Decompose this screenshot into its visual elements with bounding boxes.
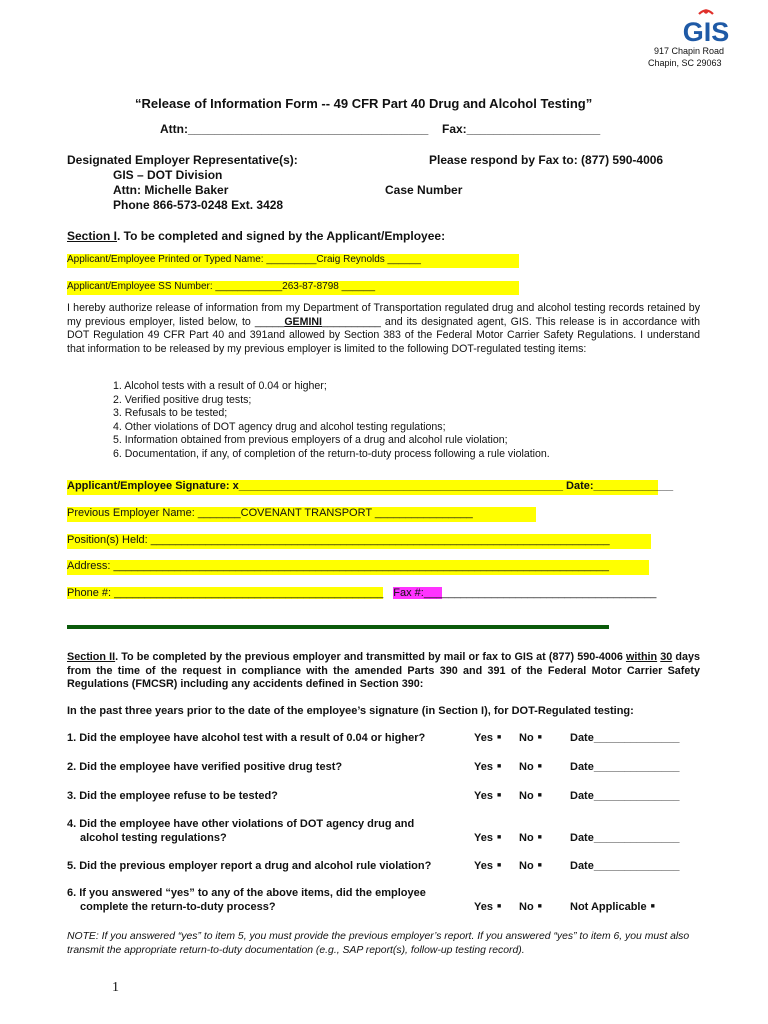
section1-heading-text: . To be completed and signed by the Applicant/Employee: bbox=[117, 229, 446, 243]
section2-label: Section II bbox=[67, 651, 116, 663]
authorization-text-a: I hereby authorize release of information from my Department of Transportation regulated drug and alcohol testing records retained by my previous employer, listed below, to _____ bbox=[67, 302, 700, 328]
checkbox-icon: ■ bbox=[496, 862, 502, 869]
signature-field[interactable] bbox=[67, 480, 674, 495]
address-text: Address: _________________________________________________________________________________ bbox=[67, 560, 609, 572]
no-option[interactable]: No ■ bbox=[519, 761, 542, 773]
gis-logo bbox=[677, 8, 735, 44]
no-option[interactable]: No ■ bbox=[519, 860, 542, 872]
applicant-name-text: Applicant/Employee Printed or Typed Name: _________Craig Reynolds ______ bbox=[67, 254, 421, 265]
checkbox-icon: ■ bbox=[537, 903, 542, 910]
applicant-ss-text: Applicant/Employee SS Number: ____________263-87-8798 ______ bbox=[67, 281, 376, 292]
question-text-cont: alcohol testing regulations? bbox=[80, 832, 227, 844]
fax-field[interactable]: Fax:____________________ bbox=[442, 122, 601, 136]
der-line-3: Phone 866-573-0248 Ext. 3428 bbox=[113, 198, 284, 212]
list-item: 1. Alcohol tests with a result of 0.04 or higher; bbox=[113, 380, 327, 392]
no-option[interactable]: No ■ bbox=[519, 832, 542, 844]
within-text: within bbox=[625, 651, 658, 663]
address-field[interactable] bbox=[67, 560, 649, 575]
yes-option[interactable]: Yes ■ bbox=[474, 761, 502, 773]
testing-items-list bbox=[113, 380, 550, 462]
question-text: 3. Did the employee refuse to be tested? bbox=[67, 790, 278, 802]
fax-number-field[interactable]: Fax #:___ bbox=[393, 587, 443, 599]
authorization-paragraph bbox=[67, 302, 700, 356]
section2-heading-a: . To be completed by the previous employer and transmitted by mail or fax to GIS at (877) 590-4006 bbox=[115, 651, 626, 663]
checkbox-icon: ■ bbox=[496, 834, 502, 841]
authorization-text-b: __________ and its designated agent, GIS. This release is in accordance with DOT Regulation 49 CFR Part 40 and 391and allowed by Section 383 of the Federal Motor Carrier Safety Regulations. I understand that information to be released by my previous employer is limited to the following DOT-regulated testing items: bbox=[67, 315, 700, 355]
list-item: 4. Other violations of DOT agency drug and alcohol testing regulations; bbox=[113, 420, 446, 433]
question-text-cont: complete the return-to-duty process? bbox=[80, 901, 276, 913]
question-text: 4. Did the employee have other violations of DOT agency drug and bbox=[67, 818, 415, 830]
previous-employer-field[interactable] bbox=[67, 507, 536, 522]
no-option[interactable]: No ■ bbox=[519, 790, 542, 802]
yes-option[interactable]: Yes ■ bbox=[474, 901, 502, 913]
question-text: 6. If you answered “yes” to any of the above items, did the employee bbox=[67, 887, 426, 899]
list-item: 3. Refusals to be tested; bbox=[113, 407, 228, 420]
form-title: “Release of Information Form -- 49 CFR Part 40 Drug and Alcohol Testing” bbox=[135, 96, 593, 111]
not-applicable-option[interactable]: Not Applicable ■ bbox=[570, 901, 655, 913]
checkbox-icon: ■ bbox=[537, 792, 542, 799]
section2-heading-b: days from the time of the request in compliance with the amended Parts 390 and 391 of the Federal Motor Carrier Safety Regulations (FMCSR) including any accidents defined in Section 390: bbox=[67, 651, 701, 690]
section2-heading bbox=[67, 651, 700, 692]
applicant-ss-field[interactable] bbox=[67, 281, 519, 295]
note-text: NOTE: If you answered “yes” to item 5, you must provide the previous employer’s report. If you answered “yes” to item 6, you must also transmit the appropriate return-to-duty documentation (e.g., SAP report(s), follow-up testing record). bbox=[67, 931, 690, 956]
question-text: 5. Did the previous employer report a drug and alcohol rule violation? bbox=[67, 860, 432, 872]
section-divider bbox=[67, 625, 609, 629]
checkbox-icon: ■ bbox=[537, 834, 542, 841]
checkbox-icon: ■ bbox=[496, 792, 502, 799]
der-line-2: Attn: Michelle Baker bbox=[113, 183, 229, 197]
days-text: 30 bbox=[660, 651, 673, 663]
list-item: 2. Verified positive drug tests; bbox=[113, 393, 252, 406]
address-line-1: 917 Chapin Road bbox=[654, 46, 725, 56]
address-line-2: Chapin, SC 29063 bbox=[648, 58, 722, 68]
no-option[interactable]: No ■ bbox=[519, 732, 542, 744]
no-option[interactable]: No ■ bbox=[519, 901, 542, 913]
yes-option[interactable]: Yes ■ bbox=[474, 732, 502, 744]
authorized-company: GEMINI bbox=[284, 315, 322, 328]
list-item: 6. Documentation, if any, of completion of the return-to-duty process following a rule violation. bbox=[113, 447, 550, 460]
yes-option[interactable]: Yes ■ bbox=[474, 832, 502, 844]
checkbox-icon: ■ bbox=[537, 763, 542, 770]
logo-text: GIS bbox=[682, 17, 730, 44]
yes-option[interactable]: Yes ■ bbox=[474, 860, 502, 872]
section1-label: Section I bbox=[67, 229, 118, 243]
respond-fax: Please respond by Fax to: (877) 590-4006 bbox=[429, 153, 664, 167]
fax-number-line: ___________________________________ bbox=[442, 587, 657, 599]
question-text: 1. Did the employee have alcohol test with a result of 0.04 or higher? bbox=[67, 732, 426, 744]
yes-option[interactable]: Yes ■ bbox=[474, 790, 502, 802]
list-item: 5. Information obtained from previous employers of a drug and alcohol rule violation; bbox=[113, 434, 508, 447]
positions-field[interactable] bbox=[67, 534, 651, 549]
date-field[interactable]: Date______________ bbox=[570, 761, 680, 773]
applicant-name-field[interactable] bbox=[67, 254, 519, 268]
signature-text: Applicant/Employee Signature: x_____________________________________________________ Date:_____________ bbox=[67, 480, 674, 492]
der-heading: Designated Employer Representative(s): bbox=[67, 153, 298, 167]
der-line-1: GIS – DOT Division bbox=[113, 168, 223, 182]
checkbox-icon: ■ bbox=[496, 734, 502, 741]
phone-fax-row bbox=[67, 587, 656, 599]
checkbox-icon: ■ bbox=[537, 862, 542, 869]
checkbox-icon: ■ bbox=[496, 763, 502, 770]
attn-field[interactable]: Attn:____________________________________ bbox=[160, 122, 429, 136]
date-field[interactable]: Date______________ bbox=[570, 790, 680, 802]
question-text: 2. Did the employee have verified positive drug test? bbox=[67, 761, 343, 773]
date-field[interactable]: Date______________ bbox=[570, 860, 680, 872]
date-field[interactable]: Date______________ bbox=[570, 832, 680, 844]
previous-employer-text: Previous Employer Name: _______COVENANT TRANSPORT ________________ bbox=[67, 507, 473, 519]
checkbox-icon: ■ bbox=[537, 734, 542, 741]
checkbox-icon: ■ bbox=[496, 903, 502, 910]
date-field[interactable]: Date______________ bbox=[570, 732, 680, 744]
page-number: 1 bbox=[112, 980, 119, 995]
phone-field[interactable]: Phone #: ____________________________________________ bbox=[67, 587, 384, 599]
section2-intro: In the past three years prior to the date of the employee’s signature (in Section I), for DOT-Regulated testing: bbox=[67, 705, 634, 717]
positions-text: Position(s) Held: ___________________________________________________________________________ bbox=[67, 534, 610, 546]
section1-heading bbox=[67, 229, 445, 243]
checkbox-icon: ■ bbox=[650, 903, 655, 910]
case-number-label: Case Number bbox=[385, 183, 463, 197]
